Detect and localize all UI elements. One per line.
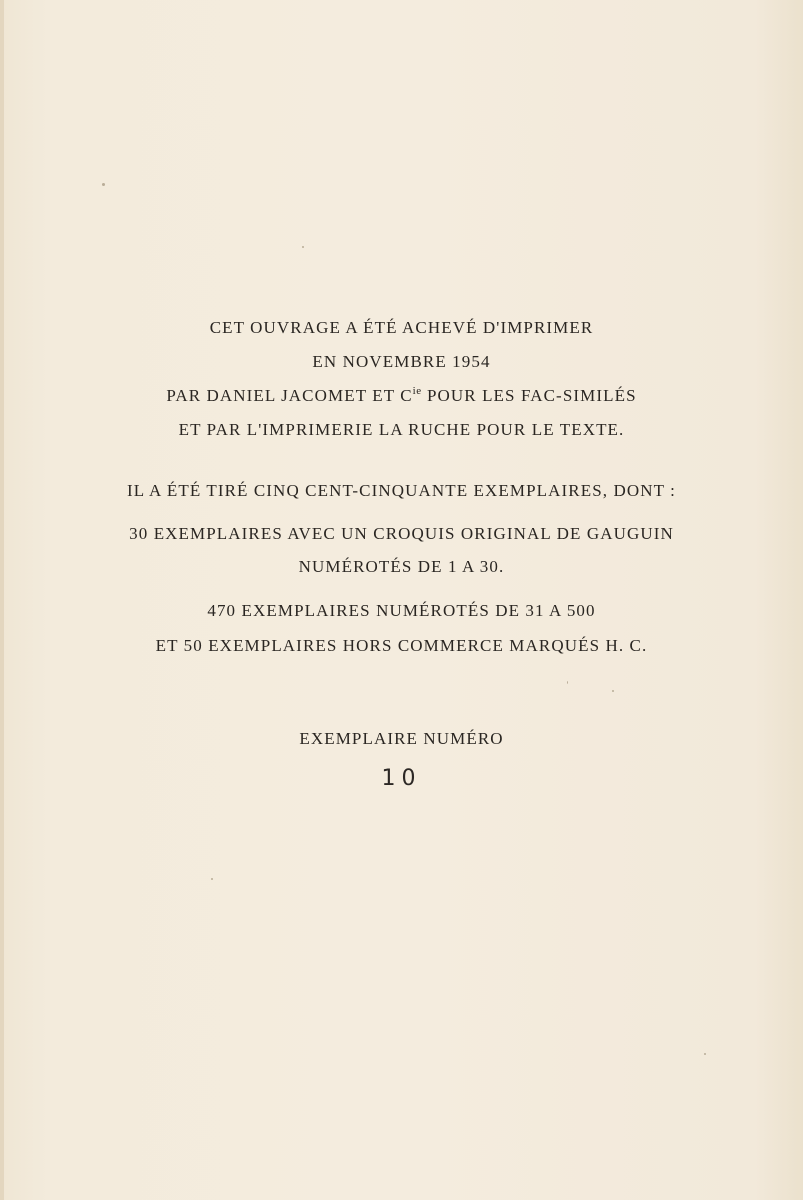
edition-line-5: ET 50 EXEMPLAIRES HORS COMMERCE MARQUÉS H. C. [155, 636, 648, 655]
edition-line-1: IL A ÉTÉ TIRÉ CINQ CENT-CINQUANTE EXEMPLAIRES, DONT : [127, 481, 676, 500]
paper-speck [612, 690, 614, 692]
edition-line-3: NUMÉROTÉS DE 1 A 30. [298, 557, 505, 576]
colophon-line-3-start: PAR DANIEL JACOMET ET C [166, 386, 413, 405]
edition-line-4: 470 EXEMPLAIRES NUMÉROTÉS DE 31 A 500 [207, 601, 596, 620]
paper-speck [102, 183, 105, 186]
paper-speck [567, 681, 568, 684]
colophon-line-4: ET PAR L'IMPRIMERIE LA RUCHE POUR LE TEXTE. [178, 420, 625, 439]
colophon-line-3-superscript: ie [412, 385, 422, 397]
colophon-line-3 [0, 386, 803, 406]
colophon-line-1: CET OUVRAGE A ÉTÉ ACHEVÉ D'IMPRIMER [209, 318, 594, 337]
edition-line-2: 30 EXEMPLAIRES AVEC UN CROQUIS ORIGINAL DE GAUGUIN [129, 524, 674, 543]
paper-speck [211, 878, 213, 880]
paper-speck [704, 1053, 706, 1055]
colophon-line-2: EN NOVEMBRE 1954 [312, 352, 491, 371]
copy-number-value: 10 [381, 766, 422, 791]
page-edge [0, 0, 4, 1200]
colophon-line-3-end: POUR LES FAC-SIMILÉS [421, 386, 637, 405]
paper-speck [302, 246, 304, 248]
copy-number-label: EXEMPLAIRE NUMÉRO [299, 729, 504, 748]
